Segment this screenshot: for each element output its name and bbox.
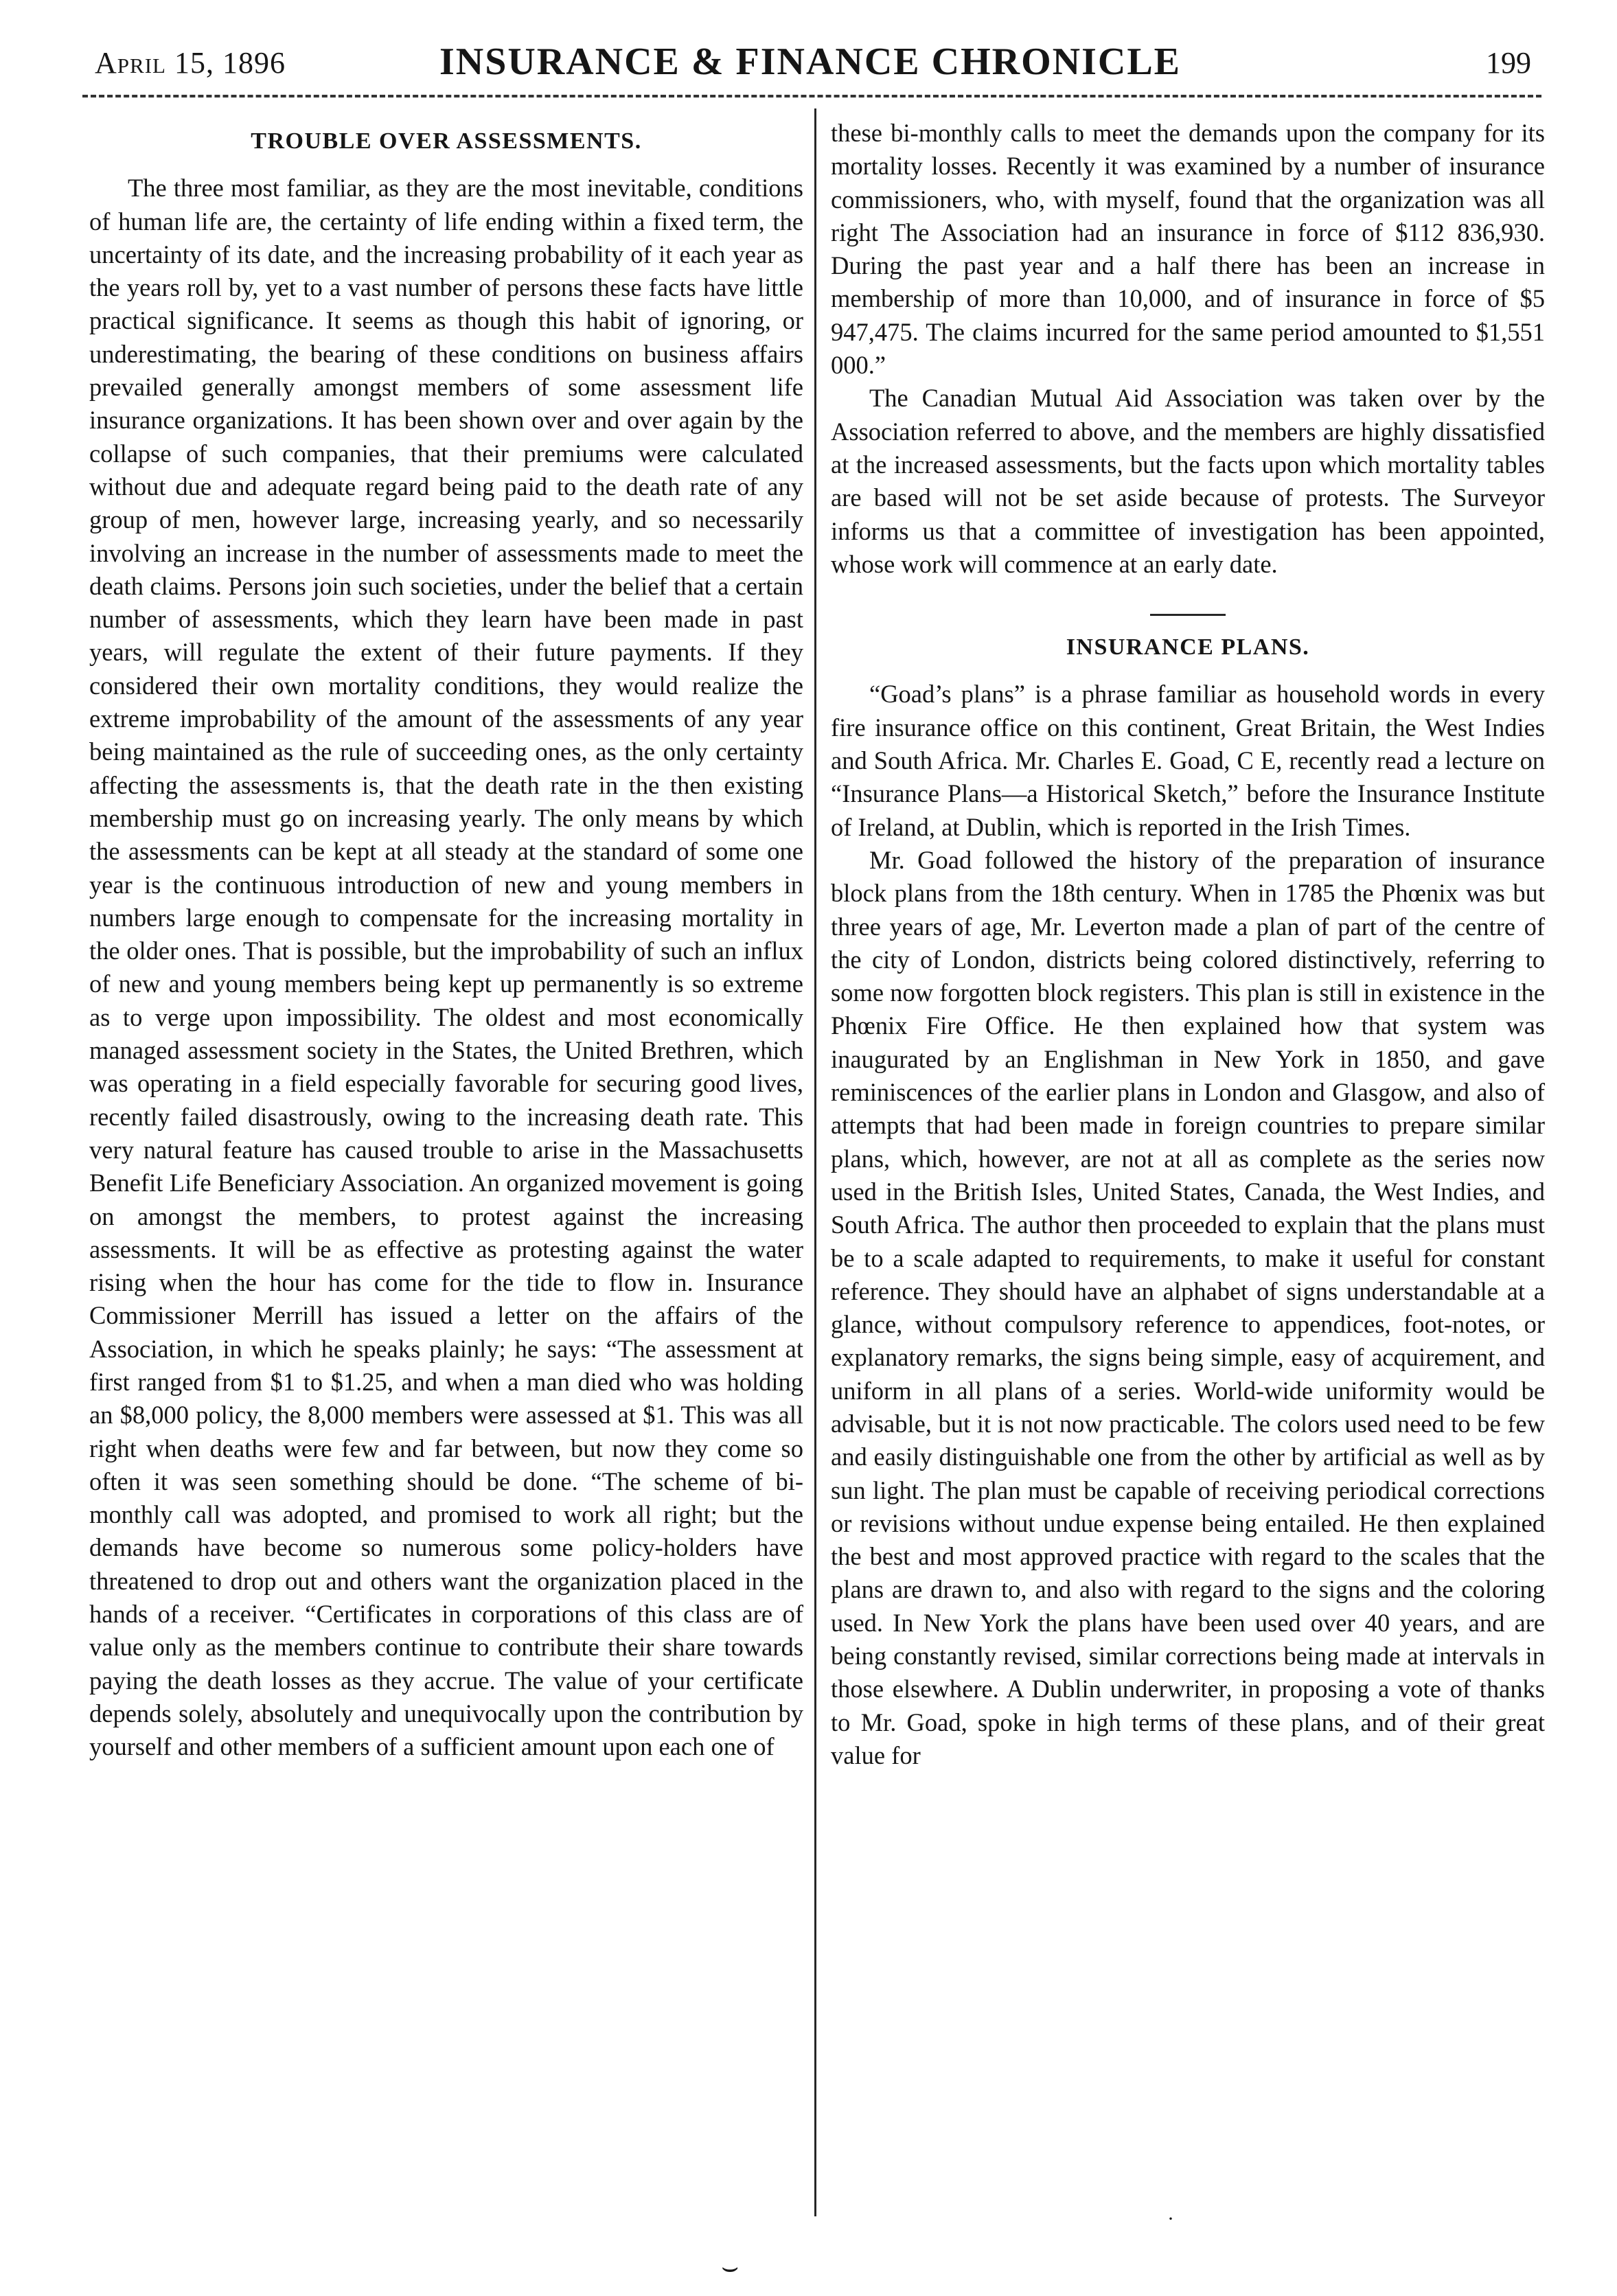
header-rule: [82, 95, 1541, 97]
column-divider: [814, 108, 816, 2216]
article-paragraph: The Canadian Mutual Aid Association was taken over by the Association referred to above, and the members are highly dissatisfied at the increased assessments, but the facts upon which mortality tables are based will not be set aside because of protests. The Surveyor informs us that a committee of investigation has been appointed, whose work will commence at an early date.: [831, 384, 1545, 578]
article-paragraph: Mr. Goad followed the history of the preparation of insurance block plans from the 18th century. When in 1785 the Phœnix was but three years of age, Mr. Leverton made a plan of part of the centre of the city of London, districts being colored distinctively, referring to some now forgotten block registers. This plan is still in existence in the Phœnix Fire Office. He then explained how that system was inaugurated by an Englishman in New York in 1850, and gave reminiscences of the earlier plans in London and Glasgow, and also of attempts that had been made in foreign countries to prepare similar plans, which, however, are not at all as complete as the series now used in the British Isles, United States, Canada, the West Indies, and South Africa. The author then proceeded to explain that the plans must be to a scale adapted to requirements, to make it useful for constant reference. They should have an alphabet of signs understandable at a glance, without compulsory reference to appendices, foot-notes, or explanatory remarks, the signs being simple, easy of acquirement, and uniform in all plans of a series. World-wide uniformity would be advisable, but it is not now practicable. The colors used need to be few and easily distinguishable one from the other by artificial as well as by sun light. The plan must be capable of receiving periodical corrections or revisions without undue expense being entailed. He then explained the best and most approved practice with regard to the scales that the plans are drawn to, and also with regard to the signs and the coloring used. In New York the plans have been used over 40 years, and are being constantly revised, similar corrections being made at intervals in those elsewhere. A Dublin underwriter, in proposing a vote of thanks to Mr. Goad, spoke in high terms of these plans, and of their great value for: [831, 845, 1545, 1769]
article-heading-plans: INSURANCE PLANS.: [1066, 634, 1310, 661]
article-heading-assessments: TROUBLE OVER ASSESSMENTS.: [251, 128, 642, 154]
publication-title: INSURANCE & FINANCE CHRONICLE: [439, 41, 1182, 83]
article-paragraph: The three most familiar, as they are the most inevitable, conditions of human life are, the certainty of life ending within a fixed term, the uncertainty of its date, and the increasing probability of it each year as the years roll by, yet to a vast number of persons these facts have little practical significance. It seems as though this habit of ignoring, or underestimating, the bearing of these conditions on business affairs prevailed generally amongst members of some assessment life insurance organizations. It has been shown over and over again by the collapse of such companies, that their premiums were calculated without due and adequate regard being paid to the death rate of any group of men, however large, increasing yearly, and so necessarily involving an increase in the number of assessments made to meet the death claims. Persons join such societies, under the belief that a certain number of assessments, which they learn have been made in past years, will regulate the extent of their future payments. If they considered their own mortality conditions, they would realize the extreme improbability of the amount of the assessments of any year being maintained as the rule of succeeding ones, as the only certainty affecting the assessments is, that the death rate in the then existing membership must go on increasing yearly. The only means by which the assessments can be kept at all steady at the standard of some one year is the continuous introduction of new and young members in numbers large enough to compensate for the increasing mortality in the older ones. That is possible, but the improbability of such an influx of new and young members being kept up permanently is so extreme as to verge upon impossibility. The oldest and most economically managed assessment society in the States, the United Brethren, which was operating in a field especially favorable for securing good lives, recently failed disastrously, owing to the increasing death rate. This very natural feature has caused trouble to arise in the Massachusetts Benefit Life Beneficiary Association. An organized movement is going on amongst the members, to protest against the increasing assessments. It will be as effective as protesting against the water rising when the hour has come for the tide to flow in. Insurance Commissioner Merrill has issued a letter on the affairs of the Association, in which he speaks plainly; he says: “The assessment at first ranged from $1 to $1.25, and when a man died who was holding an $8,000 policy, the 8,000 members were assessed at $1. This was all right when deaths were few and far between, but now they come so often it was seen something should be done. “The scheme of bi-monthly call was adopted, and promised to work all right; but the demands have become so numerous some policy-holders have threatened to drop out and others want the organization placed in the hands of a receiver. “Certificates in corporations of this class are of value only as the members continue to contribute their share towards paying the death losses as they accrue. The value of your certificate depends solely, absolutely and unequivocally upon the contribution by yourself and other members of a sufficient amount upon each one of: [89, 174, 803, 1761]
article-paragraph: “Goad’s plans” is a phrase familiar as household words in every fire insurance office on this continent, Great Britain, the West Indies and South Africa. Mr. Charles E. Goad, C E, recently read a lecture on “Insurance Plans—a Historical Sketch,” before the Insurance Institute of Ireland, at Dublin, which is reported in the Irish Times.: [831, 680, 1545, 841]
left-column: [89, 117, 803, 1764]
print-speck: ·: [1167, 2207, 1174, 2230]
issue-date: April 15, 1896: [95, 46, 286, 80]
section-divider: [1150, 614, 1226, 616]
page-number: 199: [1486, 46, 1531, 80]
article-paragraph-continued: these bi-monthly calls to meet the demands upon the company for its mortality losses. Recently it was examined by a number of insurance commissioners, who, with myself, found that the organization was all right The Association had an insurance in force of $112 836,930. During the past year and a half there has been an increase in membership of more than 10,000, and of insurance in force of $5 947,475. The claims incurred for the same period amounted to $1,551 000.”: [831, 119, 1545, 380]
print-mark: ⌣: [721, 2251, 739, 2282]
page-header: [82, 40, 1538, 88]
right-column: [831, 117, 1545, 1772]
